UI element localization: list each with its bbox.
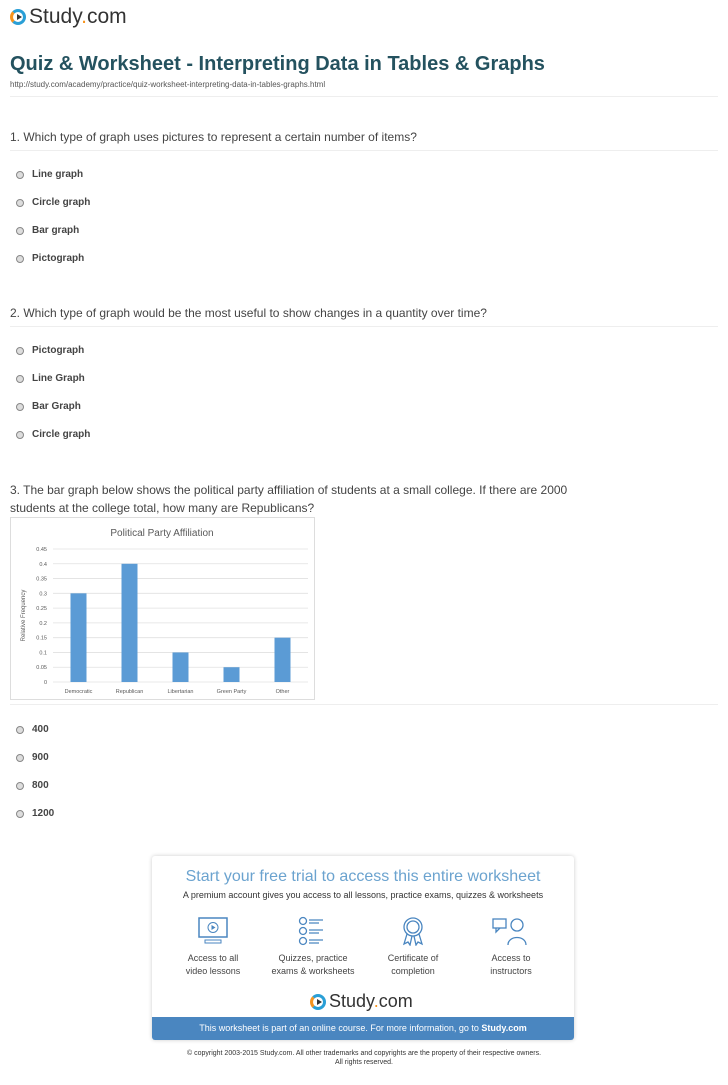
answer-option[interactable]: Bar graph [16,225,79,236]
promo-subtext: A premium account gives you access to all lessons, practice exams, quizzes & worksheets [182,890,544,900]
bar [122,564,138,682]
divider [10,150,718,151]
answer-option[interactable]: 1200 [16,808,54,819]
bar-chart [10,517,315,700]
feature-instructors: Access to instructors [461,916,561,978]
divider [10,96,718,97]
x-tick-label: Democratic [64,689,93,695]
certificate-ribbon-icon [397,916,429,946]
y-tick-label: 0 [43,680,47,686]
page-title: Quiz & Worksheet - Interpreting Data in Tables & Graphs [10,53,545,75]
y-tick-label: 0.05 [36,665,47,672]
answer-option[interactable]: Line graph [16,169,83,180]
divider [10,704,718,705]
feature-video-lessons: Access to all video lessons [163,916,263,978]
y-tick-label: 0.2 [39,620,47,627]
answer-option[interactable]: Line Graph [16,373,85,384]
bar [275,638,291,682]
online-course-banner[interactable]: This worksheet is part of an online course. For more information, go to Study.com [152,1017,574,1040]
radio-icon[interactable] [16,726,24,734]
page-url[interactable]: http://study.com/academy/practice/quiz-worksheet-interpreting-data-in-tables-graphs.html [10,80,326,89]
question-2: 2. Which type of graph would be the most useful to show changes in a quantity over time? [10,306,487,320]
bar [71,593,87,682]
answer-option[interactable]: Circle graph [16,429,90,440]
copyright: © copyright 2003-2015 Study.com. All other trademarks and copyrights are the property of their respective owners. All rights reserved. [186,1050,542,1066]
instructor-chat-icon [491,916,531,946]
promo-study-logo: Study.com [310,991,413,1012]
x-tick-label: Libertarian [167,689,194,695]
answer-option[interactable]: Bar Graph [16,401,81,412]
feature-certificate: Certificate of completion [363,916,463,978]
radio-icon[interactable] [16,347,24,355]
study-logo[interactable]: Study.com [10,5,127,29]
radio-icon[interactable] [16,255,24,263]
radio-icon[interactable] [16,171,24,179]
radio-icon[interactable] [16,431,24,439]
question-1: 1. Which type of graph uses pictures to represent a certain number of items? [10,130,417,144]
y-axis-label: Relative Frequency [21,589,27,642]
chart-title: Political Party Affiliation [110,528,214,539]
radio-icon[interactable] [16,375,24,383]
y-tick-label: 0.3 [39,591,47,598]
play-logo-icon [10,9,26,25]
checklist-icon [297,916,329,946]
promo-heading: Start your free trial to access this entire worksheet [185,868,541,885]
feature-quizzes: Quizzes, practice exams & worksheets [263,916,363,978]
answer-option[interactable]: 800 [16,780,49,791]
radio-icon[interactable] [16,227,24,235]
answer-option[interactable]: 900 [16,752,49,763]
bar [224,667,240,682]
radio-icon[interactable] [16,810,24,818]
x-tick-label: Green Party [216,689,247,695]
chart-svg [11,518,314,699]
divider [10,326,718,327]
y-tick-label: 0.1 [39,650,47,657]
answer-option[interactable]: Pictograph [16,345,84,356]
y-tick-label: 0.15 [36,635,47,642]
study-link[interactable]: Study.com [481,1023,527,1033]
x-tick-label: Republican [115,689,144,695]
y-tick-label: 0.25 [36,606,47,613]
radio-icon[interactable] [16,403,24,411]
video-monitor-icon [197,916,229,946]
bar [173,652,189,682]
answer-option[interactable]: Circle graph [16,197,90,208]
radio-icon[interactable] [16,754,24,762]
play-logo-icon [310,994,326,1010]
radio-icon[interactable] [16,199,24,207]
question-3: 3. The bar graph below shows the political party affiliation of students at a small college. If there are 2000 students at the college total, how many are Republicans? [10,483,568,515]
answer-option[interactable]: 400 [16,724,49,735]
free-trial-promo[interactable] [152,856,574,1040]
answer-option[interactable]: Pictograph [16,253,84,264]
radio-icon[interactable] [16,782,24,790]
x-tick-label: Other [275,689,290,695]
y-tick-label: 0.35 [36,576,47,583]
y-tick-label: 0.4 [39,561,47,568]
y-tick-label: 0.45 [36,547,47,553]
